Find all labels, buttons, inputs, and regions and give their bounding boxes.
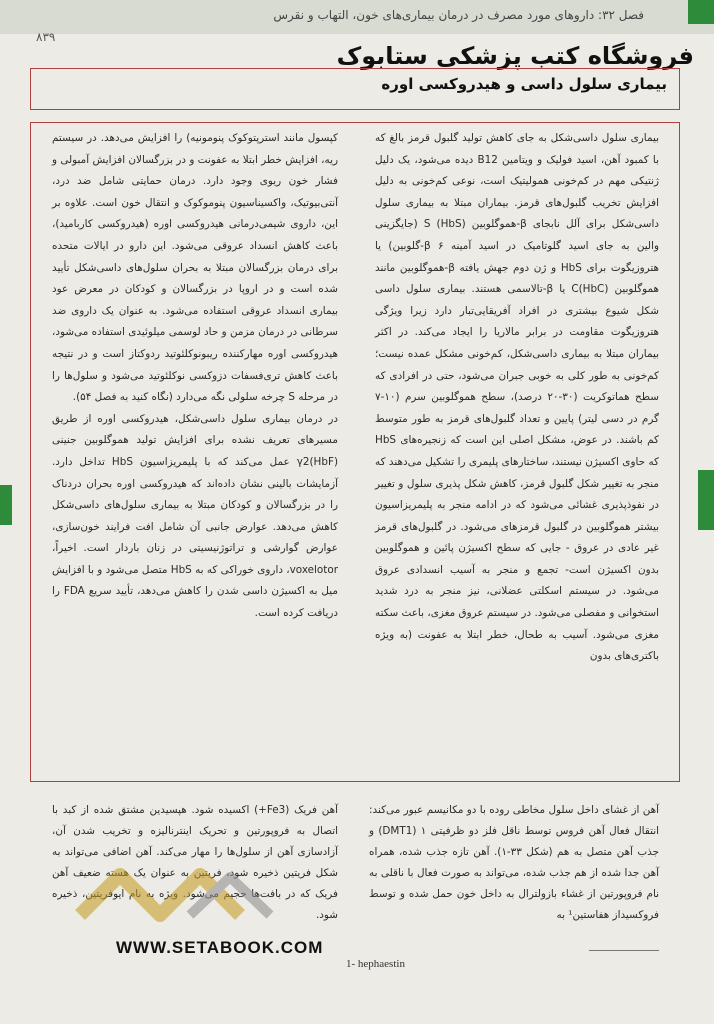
running-header: فصل ۳۲: داروهای مورد مصرف در درمان بیماری‌های خون، التهاب و نقرس xyxy=(273,8,644,22)
chapter-tab-right xyxy=(698,470,714,530)
body-right-paragraph: آهن از غشای داخل سلول مخاطی روده با دو مکانیسم عبور می‌کند: انتقال فعال آهن فروس توسط ناقل فلز دو ظرفیتی ۱ (DMT1) و جذب آهن متصل به هم (شکل ۳۳-۱). آهن تازه جذب شده، همراه آهن جدا شده از هم جذب شده، می‌تواند به صورت فعال با ناقلی به نام فروپورتین از غشاء بازولترال به داخل خون حمل شده و توسط فروکسیداز هفاستین¹ به xyxy=(369,804,659,921)
body-left-paragraph: آهن فریک (Fe3+) اکسیده شود. هپسیدین مشتق شده از کبد با اتصال به فروپورتین و تحریک اینترنالیزه و تخریب شدن آن، آزادسازی آهن از سلول‌ها را مهار می‌کند. آهن اضافی می‌تواند به شکل فریتین ذخیره شود، فریتین به عنوان یک هسته ضعیف آهن فریک که در بافت‌ها حجیم می‌شود. ویژه به نام ایوفریتین، ذخیره شود. xyxy=(52,804,339,921)
section-title: بیماری سلول داسی و هیدروکسی اوره xyxy=(381,75,667,93)
chapter-tab-left xyxy=(0,485,12,525)
box-left-column xyxy=(52,128,338,625)
box-left-paragraph-2: در درمان بیماری سلول داسی‌شکل، هیدروکسی اوره از طریق مسیرهای تعریف نشده برای افزایش تولید هموگلوبین جنینی (HbF)γ2 عمل می‌کند که با پلیمریزاسیون HbS تداخل دارد. آزمایشات بالینی نشان داده‌اند که هیدروکسی اوره بحران دردناک را در بزرگسالان و کودکان مبتلا به بیماری سلول‌های داسی‌شکل کاهش می‌دهد. عوارض جانبی آن شامل افت فرایند خون‌سازی، عوارض گوارشی و تراتوژنیسیتی در زنان باردار است. اخیراً، voxelotor، داروی خوراکی که به HbS متصل می‌شود و با افزایش میل به اکسیژن داسی شدن را کاهش می‌دهد، تأیید سریع FDA را دریافت کرده است. xyxy=(52,412,338,620)
footnote: 1- hephaestin xyxy=(346,958,405,970)
box-right-paragraph: بیماری سلول داسی‌شکل به جای کاهش تولید گلبول قرمز بالغ که با کمبود آهن، اسید فولیک و ویتامین B12 دیده می‌شود، یک دلیل ژنتیکی مهم در کم‌خونی همولیتیک است، نوعی کم‌خونی به دلیل افزایش تخریب گلبول‌های قرمز. بیماران مبتلا به بیماری سلول داسی‌شکل برای آلل نابجای β-هموگلوبین S (HbS) (جایگزینی والین به جای اسید گلوتامیک در اسید آمینه ۶ β-گلوبین) یا هتروزیگوت برای HbS و ژن دوم جهش یافته β-هموگلوبین مانند هموگلوبین C(HbC) یا β-تالاسمی هستند. بیماری سلول داسی شکل شیوع بیشتری در افراد آفریقایی‌تبار دارد زیرا ویژگی هتروزیگوت مقاومت در برابر مالاریا را ایجاد می‌کند. در اکثر بیماران مبتلا به بیماری داسی‌شکل، کم‌خونی مشکل عمده نیست؛ کم‌خونی به طور کلی به خوبی جبران می‌شود، حتی در افرادی که سطح هماتوکریت (۳۰-۲۰ درصد)، سطح هموگلوبین سرم (۱۰-۷ گرم در دسی لیتر) پایین و تعداد گلبول‌های قرمز به طور متوسط کم باشند. در عوض، مشکل اصلی این است که زنجیره‌های HbS که حاوی اکسیژن نیستند، ساختارهای پلیمری را تشکیل می‌دهند که منجر به تغییر شکل گلبول قرمز، کاهش شکل پذیری سلول و تغییر در نفوذپذیری غشائی می‌شود که در ادامه منجر به پلیمریزاسیون بیشتر هموگلوبین در گلبول قرمزهای می‌شود. در گلبول‌های قرمز غیر عادی در عروق - جایی که سطح اکسیژن پائین و هموگلوبین بدون اکسیژن است- تجمع و منجر به آسیب انسدادی عروق می‌شود. در سیستم اسکلتی عضلانی، نیز منجر به درد شدید استخوانی و مفصلی می‌شود. در سیستم عروق مغزی، باعث سکته مغزی می‌شود. آسیب به طحال، خطر ابتلا به عفونت (به ویژه باکتری‌های بدون xyxy=(375,132,660,663)
page-number: ۸۳۹ xyxy=(36,30,56,44)
box-left-paragraph-1: کپسول مانند استرپتوکوک پنومونیه) را افزایش می‌دهد. در سیستم ریه، افزایش خطر ابتلا به عفونت و در بزرگسالان افزایش آمبولی و فشار خون ریوی وجود دارد. درمان حمایتی شامل ضد درد، آنتی‌بیوتیک، واکسیناسیون پنوموکوک و انتقال خون است. علاوه بر این، داروی شیمی‌درمانی هیدروکسی اوره (هیدروکسی کاربامید)، باعث کاهش انسداد عروقی می‌شود. این دارو در ایالات متحده برای درمان بزرگسالان مبتلا به بحران سلول‌های داسی‌شکل تأیید شده است و در اروپا در بزرگسالان و کودکان در معرض عود بیماری انسداد عروقی استفاده می‌شود. به عنوان یک داروی ضد سرطانی در درمان مزمن و حاد لوسمی میلوئیدی استفاده می‌شود، هیدروکسی اوره مهارکننده ریبونوکلئوتید ردوکتاز است و در نتیجه باعث کاهش تری‌فسفات دزوکسی نوکلئوتید می‌شود و سلول‌ها را در مرحله S چرخه سلولی نگه می‌دارد (نگاه کنید به فصل ۵۴). xyxy=(52,132,338,404)
watermark-url[interactable]: WWW.SETABOOK.COM xyxy=(116,938,324,957)
store-banner: فروشگاه کتب پزشکی ستابوک xyxy=(336,42,694,70)
body-right-column xyxy=(369,800,659,926)
footnote-rule xyxy=(589,950,659,951)
chapter-tab-top xyxy=(688,0,714,24)
section-title-box xyxy=(30,68,680,110)
box-right-column xyxy=(375,128,659,668)
setabook-logo-icon xyxy=(60,855,320,935)
